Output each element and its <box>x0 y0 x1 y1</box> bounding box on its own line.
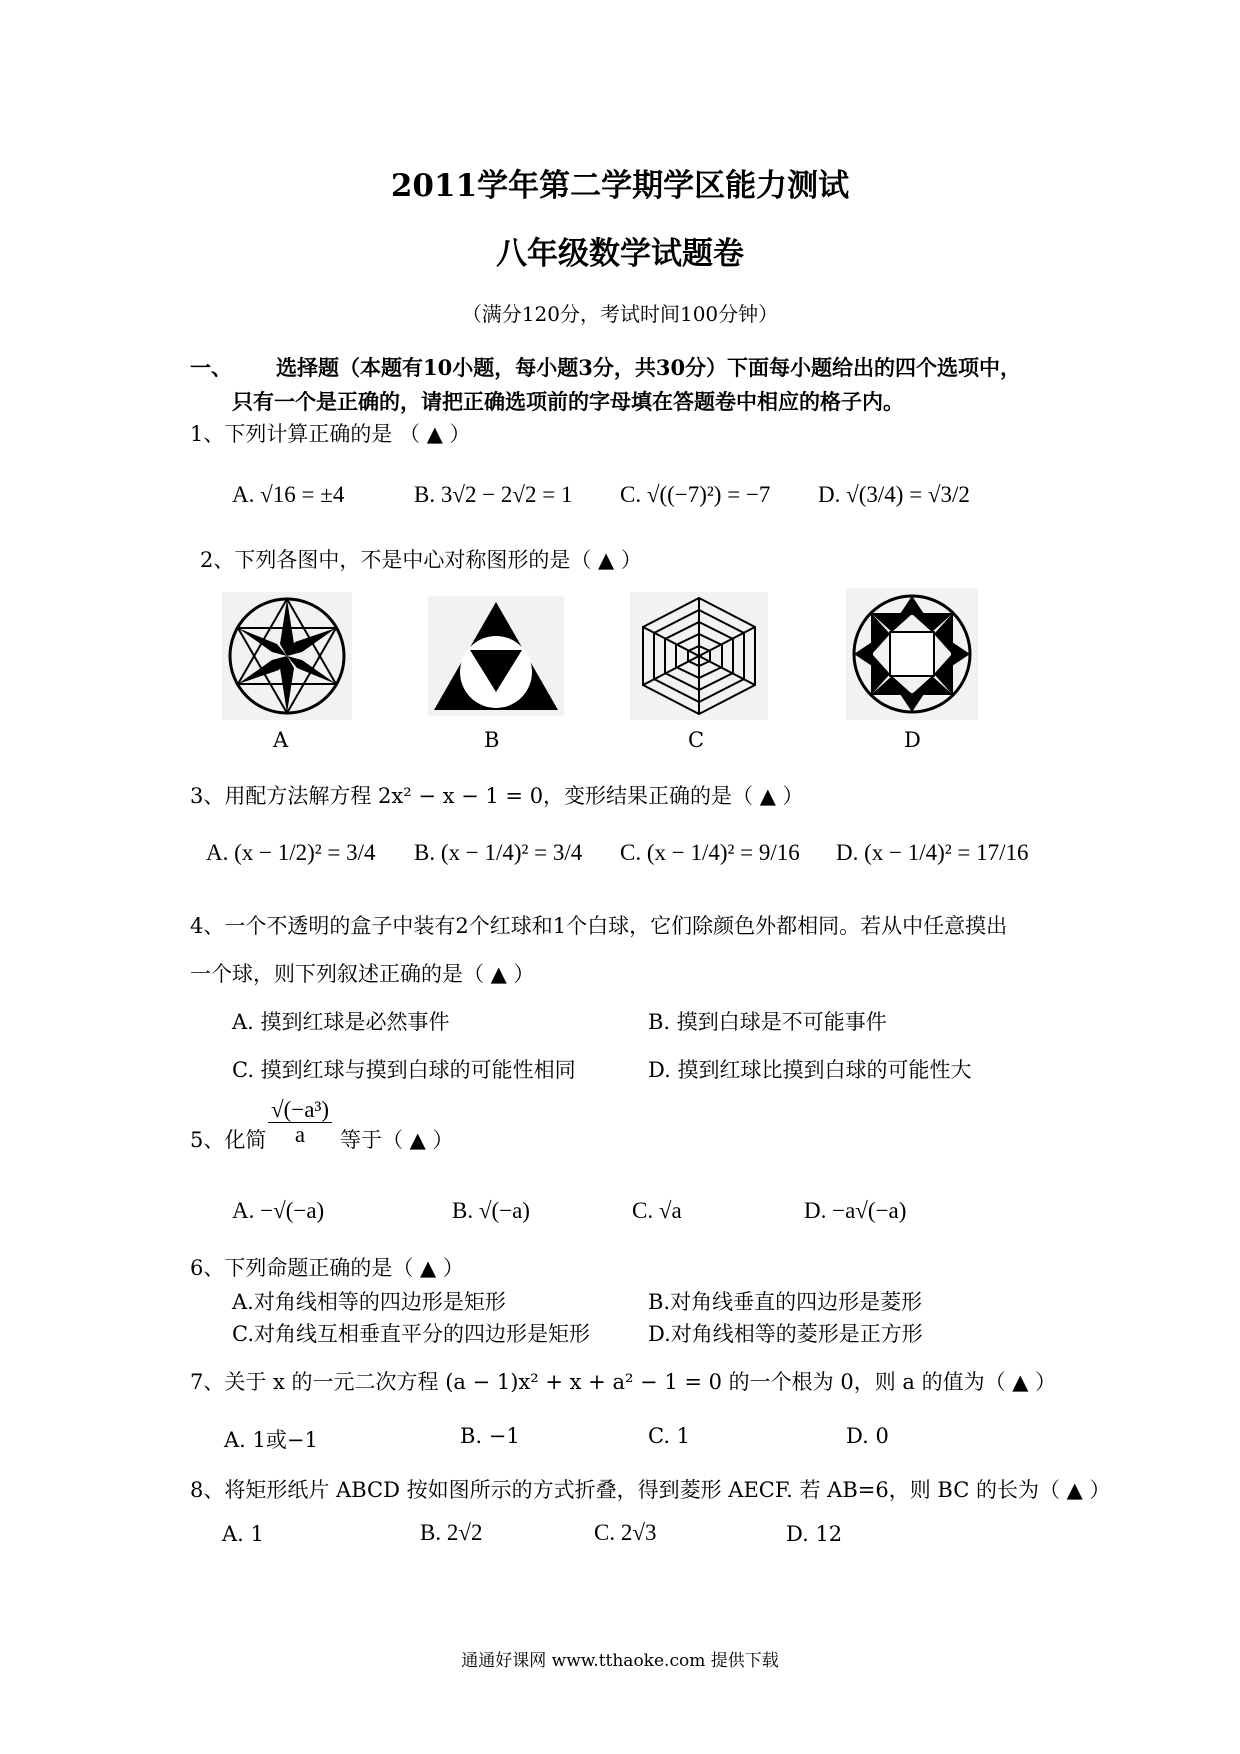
q6-option-b: B.对角线垂直的四边形是菱形 <box>648 1290 923 1314</box>
q5-fraction <box>268 1098 332 1147</box>
q5-option-c: C. √a <box>632 1198 682 1223</box>
q6-option-d: D.对角线相等的菱形是正方形 <box>648 1322 923 1346</box>
q5-option-a: A. −√(−a) <box>232 1198 325 1223</box>
q1-option-d: D. √(3/4) = √3/2 <box>818 482 970 507</box>
figure-b-label: B <box>484 728 500 752</box>
section-instruction-line1: 选择题（本题有10小题，每小题3分，共30分）下面每小题给出的四个选项中， <box>276 355 1022 380</box>
q3-stem: 3、用配方法解方程 2x² − x − 1 = 0，变形结果正确的是（ ▲ ） <box>190 784 804 808</box>
figure-c-hexagon-icon <box>630 592 768 720</box>
q4-stem-line2: 一个球，则下列叙述正确的是（ ▲ ） <box>190 962 535 986</box>
q7-option-d: D. 0 <box>846 1424 889 1448</box>
figure-b <box>428 596 564 716</box>
figure-d <box>846 588 978 720</box>
q8-option-c: C. 2√3 <box>594 1520 657 1545</box>
q3-option-b: B. (x − 1/4)² = 3/4 <box>414 840 583 865</box>
q1-option-c: C. √((−7)²) = −7 <box>620 482 771 507</box>
q4-stem-line1: 4、一个不透明的盒子中装有2个红球和1个白球，它们除颜色外都相同。若从中任意摸出 <box>190 914 1008 938</box>
q5-option-b: B. √(−a) <box>452 1198 530 1223</box>
q7-stem: 7、关于 x 的一元二次方程 (a − 1)x² + x + a² − 1 = 0 的一个根为 0，则 a 的值为（ ▲ ） <box>190 1370 1057 1394</box>
figure-b-triangle-icon <box>428 596 564 716</box>
q4-option-a: A. 摸到红球是必然事件 <box>232 1010 450 1034</box>
q3-option-a: A. (x − 1/2)² = 3/4 <box>206 840 376 865</box>
q1-option-a: A. √16 = ±4 <box>232 482 345 507</box>
q8-stem: 8、将矩形纸片 ABCD 按如图所示的方式折叠，得到菱形 AECF. 若 AB=6，则 BC 的长为（ ▲ ） <box>190 1478 1111 1502</box>
q6-option-c: C.对角线互相垂直平分的四边形是矩形 <box>232 1322 590 1346</box>
q5-fraction-numerator: √(−a³) <box>268 1098 332 1123</box>
section-instruction-line2: 只有一个是正确的，请把正确选项前的字母填在答题卷中相应的格子内。 <box>232 389 904 414</box>
q7-option-b: B. −1 <box>460 1424 520 1448</box>
figure-d-square-icon <box>846 588 978 720</box>
footer-source: 通通好课网 www.tthaoke.com 提供下载 <box>461 1651 779 1671</box>
q8-option-b: B. 2√2 <box>420 1520 483 1545</box>
q5-fraction-denominator: a <box>294 1122 306 1148</box>
q5-prefix: 5、化简 <box>190 1128 267 1152</box>
q8-option-d: D. 12 <box>786 1522 843 1546</box>
q6-option-a: A.对角线相等的四边形是矩形 <box>232 1290 506 1314</box>
figure-c-label: C <box>688 728 705 752</box>
figure-a-label: A <box>273 728 289 752</box>
figure-a <box>222 592 352 720</box>
figure-d-label: D <box>904 728 921 752</box>
q1-option-b: B. 3√2 − 2√2 = 1 <box>414 482 573 507</box>
section-number: 一、 <box>190 355 232 380</box>
q4-option-b: B. 摸到白球是不可能事件 <box>648 1010 887 1034</box>
q4-option-d: D. 摸到红球比摸到白球的可能性大 <box>648 1058 972 1082</box>
q1-stem: 1、下列计算正确的是 （ ▲ ） <box>190 422 471 446</box>
q3-option-d: D. (x − 1/4)² = 17/16 <box>836 840 1029 865</box>
figure-c <box>630 592 768 720</box>
q8-option-a: A. 1 <box>222 1522 264 1546</box>
q5-suffix: 等于（ ▲ ） <box>340 1128 454 1152</box>
figure-a-star-icon <box>222 592 352 720</box>
q7-option-a: A. 1或−1 <box>224 1428 318 1452</box>
q5-option-d: D. −a√(−a) <box>804 1198 907 1223</box>
q2-stem: 2、下列各图中，不是中心对称图形的是（ ▲ ） <box>200 548 642 572</box>
q4-option-c: C. 摸到红球与摸到白球的可能性相同 <box>232 1058 576 1082</box>
q3-option-c: C. (x − 1/4)² = 9/16 <box>620 840 800 865</box>
page-title: 2011学年第二学期学区能力测试 <box>390 168 850 204</box>
exam-note: （满分120分，考试时间100分钟） <box>461 302 779 326</box>
q7-option-c: C. 1 <box>648 1424 691 1448</box>
page-subtitle: 八年级数学试题卷 <box>496 236 744 272</box>
q6-stem: 6、下列命题正确的是（ ▲ ） <box>190 1256 464 1280</box>
